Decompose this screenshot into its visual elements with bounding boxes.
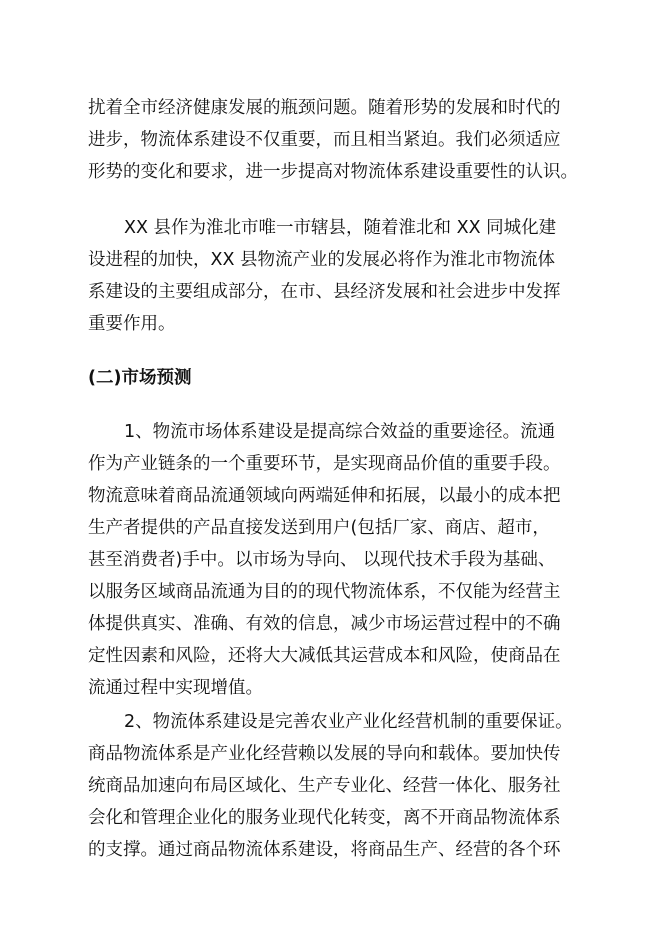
paragraph-3-line-5: 甚至消费者)手中。以市场为导向、 以现代技术手段为基础、 xyxy=(88,550,556,570)
paragraph-2-line-2: 设进程的加快，XX 县物流产业的发展必将作为淮北市物流体 xyxy=(88,250,556,270)
paragraph-1-line-3: 形势的变化和要求，进一步提高对物流体系建设重要性的认识。 xyxy=(88,162,578,182)
paragraph-3-line-1: 1、物流市场体系建设是提高综合效益的重要途径。流通 xyxy=(124,422,556,442)
paragraph-4-line-2: 商品物流体系是产业化经营赖以发展的导向和载体。要加快传 xyxy=(88,744,561,764)
paragraph-3-line-4: 生产者提供的产品直接发送到用户(包括厂家、商店、超市， xyxy=(88,518,550,538)
paragraph-2-line-1: XX 县作为淮北市唯一市辖县，随着淮北和 XX 同城化建 xyxy=(124,218,557,238)
paragraph-3-line-9: 流通过程中实现增值。 xyxy=(88,678,263,698)
paragraph-3-line-2: 作为产业链条的一个重要环节，是实现商品价值的重要手段。 xyxy=(88,454,561,474)
paragraph-3-line-8: 定性因素和风险，还将大大减低其运营成本和风险，使商品在 xyxy=(88,646,561,666)
paragraph-3-line-3: 物流意味着商品流通领域向两端延伸和拓展，以最小的成本把 xyxy=(88,486,561,506)
paragraph-4-line-1: 2、物流体系建设是完善农业产业化经营机制的重要保证。 xyxy=(124,712,573,732)
paragraph-2-line-4: 重要作用。 xyxy=(88,314,176,334)
paragraph-3-line-7: 体提供真实、准确、有效的信息，减少市场运营过程中的不确 xyxy=(88,614,561,634)
section-heading: (二)市场预测 xyxy=(88,368,192,388)
paragraph-4-line-3: 统商品加速向布局区域化、生产专业化、经营一体化、服务社 xyxy=(88,776,561,796)
paragraph-1-line-1: 扰着全市经济健康发展的瓶颈问题。随着形势的发展和时代的 xyxy=(88,98,561,118)
paragraph-4-line-4: 会化和管理企业化的服务业现代化转变，离不开商品物流体系 xyxy=(88,808,561,828)
paragraph-1-line-2: 进步，物流体系建设不仅重要，而且相当紧迫。我们必须适应 xyxy=(88,130,561,150)
paragraph-4-line-5: 的支撑。通过商品物流体系建设，将商品生产、经营的各个环 xyxy=(88,840,561,860)
paragraph-3-line-6: 以服务区域商品流通为目的的现代物流体系，不仅能为经营主 xyxy=(88,582,561,602)
paragraph-2-line-3: 系建设的主要组成部分，在市、县经济发展和社会进步中发挥 xyxy=(88,282,561,302)
